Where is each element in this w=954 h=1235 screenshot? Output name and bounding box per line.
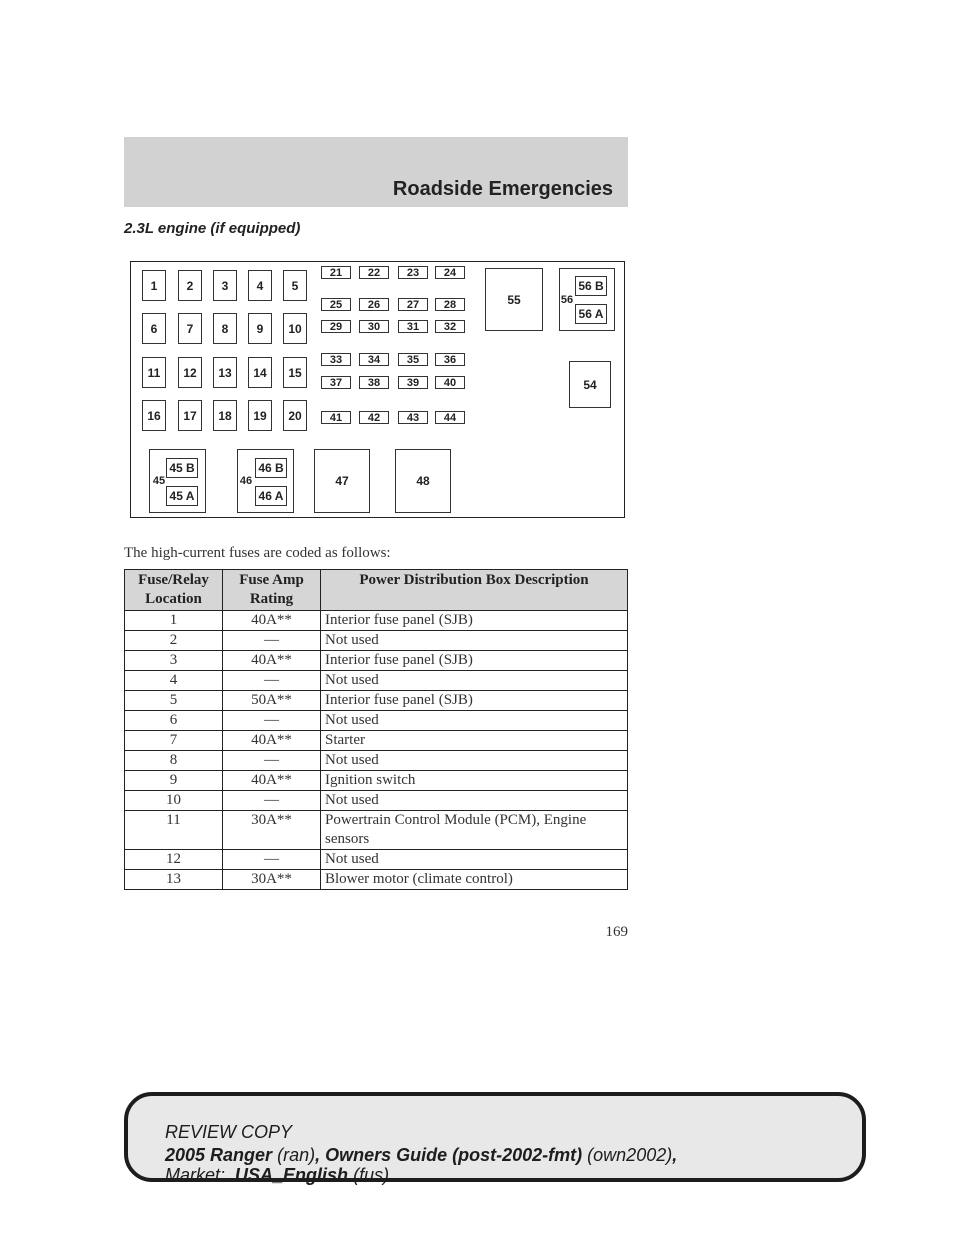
cell-amp-rating: — bbox=[223, 631, 321, 651]
fuse-7: 7 bbox=[178, 313, 202, 344]
fuse-1: 1 bbox=[142, 270, 166, 301]
fuse-27: 27 bbox=[398, 298, 428, 311]
col-location-header-line1: Fuse/Relay bbox=[138, 572, 209, 588]
relay-55: 55 bbox=[485, 268, 543, 331]
relay-45a: 45 A bbox=[166, 486, 198, 506]
fuse-2: 2 bbox=[178, 270, 202, 301]
fuse-31: 31 bbox=[398, 320, 428, 333]
fuse-42: 42 bbox=[359, 411, 389, 424]
cell-location: 10 bbox=[125, 791, 223, 811]
relay-45b: 45 B bbox=[166, 458, 198, 478]
cell-amp-rating: — bbox=[223, 671, 321, 691]
col-amp-header bbox=[223, 570, 321, 611]
cell-amp-rating: — bbox=[223, 751, 321, 771]
footer-guide: Owners Guide (post-2002-fmt) bbox=[325, 1145, 583, 1165]
cell-location: 1 bbox=[125, 611, 223, 631]
fuse-15: 15 bbox=[283, 357, 307, 388]
col-amp-header-line1: Fuse Amp bbox=[239, 572, 304, 588]
fuse-14: 14 bbox=[248, 357, 272, 388]
col-location-header-line2: Location bbox=[145, 591, 202, 607]
cell-description: Not used bbox=[321, 671, 628, 691]
fuse-26: 26 bbox=[359, 298, 389, 311]
cell-location: 3 bbox=[125, 651, 223, 671]
fuse-box-diagram bbox=[130, 261, 625, 518]
fuse-44: 44 bbox=[435, 411, 465, 424]
cell-description: Ignition switch bbox=[321, 771, 628, 791]
relay-45-label: 45 bbox=[152, 474, 166, 487]
cell-description: Powertrain Control Module (PCM), Engine sensors bbox=[321, 811, 628, 850]
table-header-row bbox=[125, 570, 628, 611]
fuse-41: 41 bbox=[321, 411, 351, 424]
cell-description: Not used bbox=[321, 631, 628, 651]
fuse-21: 21 bbox=[321, 266, 351, 279]
fuse-39: 39 bbox=[398, 376, 428, 389]
fuse-4: 4 bbox=[248, 270, 272, 301]
footer-market-label: Market: bbox=[165, 1165, 226, 1185]
cell-description: Interior fuse panel (SJB) bbox=[321, 651, 628, 671]
footer-market-line bbox=[165, 1164, 389, 1186]
relay-47: 47 bbox=[314, 449, 370, 513]
cell-amp-rating: — bbox=[223, 850, 321, 870]
relay-46-label: 46 bbox=[239, 474, 253, 487]
fuse-37: 37 bbox=[321, 376, 351, 389]
fuse-20: 20 bbox=[283, 400, 307, 431]
fuse-35: 35 bbox=[398, 353, 428, 366]
fuse-23: 23 bbox=[398, 266, 428, 279]
fuse-19: 19 bbox=[248, 400, 272, 431]
fuse-11: 11 bbox=[142, 357, 166, 388]
cell-location: 6 bbox=[125, 711, 223, 731]
cell-location: 11 bbox=[125, 811, 223, 850]
cell-description: Interior fuse panel (SJB) bbox=[321, 611, 628, 631]
table-row bbox=[125, 631, 628, 651]
footer-market: USA_English bbox=[235, 1165, 349, 1185]
table-row bbox=[125, 751, 628, 771]
fuse-43: 43 bbox=[398, 411, 428, 424]
cell-description: Not used bbox=[321, 751, 628, 771]
footer-sep2: , bbox=[672, 1145, 678, 1165]
cell-location: 4 bbox=[125, 671, 223, 691]
footer-review-line: REVIEW COPY bbox=[165, 1122, 293, 1142]
fuse-9: 9 bbox=[248, 313, 272, 344]
fuse-32: 32 bbox=[435, 320, 465, 333]
table-row bbox=[125, 691, 628, 711]
relay-56a: 56 A bbox=[575, 304, 607, 324]
section-title: Roadside Emergencies bbox=[392, 178, 613, 200]
relay-56b: 56 B bbox=[575, 276, 607, 296]
cell-location: 5 bbox=[125, 691, 223, 711]
cell-amp-rating: 40A** bbox=[223, 651, 321, 671]
fuse-table bbox=[124, 569, 628, 890]
table-row bbox=[125, 731, 628, 751]
cell-location: 2 bbox=[125, 631, 223, 651]
fuse-22: 22 bbox=[359, 266, 389, 279]
table-row bbox=[125, 671, 628, 691]
footer-model: 2005 Ranger bbox=[165, 1145, 273, 1165]
fuse-12: 12 bbox=[178, 357, 202, 388]
table-row bbox=[125, 811, 628, 850]
fuse-29: 29 bbox=[321, 320, 351, 333]
fuse-40: 40 bbox=[435, 376, 465, 389]
footer-market-code: (fus) bbox=[353, 1165, 390, 1185]
relay-46b: 46 B bbox=[255, 458, 287, 478]
table-row bbox=[125, 870, 628, 890]
table-row bbox=[125, 771, 628, 791]
cell-description: Not used bbox=[321, 791, 628, 811]
table-intro: The high-current fuses are coded as follows: bbox=[124, 545, 391, 561]
fuse-5: 5 bbox=[283, 270, 307, 301]
table-row bbox=[125, 791, 628, 811]
cell-amp-rating: 40A** bbox=[223, 731, 321, 751]
cell-description: Blower motor (climate control) bbox=[321, 870, 628, 890]
relay-56-label: 56 bbox=[560, 293, 574, 306]
fuse-36: 36 bbox=[435, 353, 465, 366]
relay-48: 48 bbox=[395, 449, 451, 513]
cell-location: 13 bbox=[125, 870, 223, 890]
footer-sep1: , bbox=[315, 1145, 326, 1165]
cell-location: 7 bbox=[125, 731, 223, 751]
table-row bbox=[125, 850, 628, 870]
fuse-3: 3 bbox=[213, 270, 237, 301]
table-row bbox=[125, 611, 628, 631]
footer-guide-code: (own2002) bbox=[587, 1145, 673, 1165]
fuse-17: 17 bbox=[178, 400, 202, 431]
footer-model-code: (ran) bbox=[277, 1145, 316, 1165]
cell-amp-rating: 50A** bbox=[223, 691, 321, 711]
footer-model-line bbox=[165, 1144, 677, 1166]
engine-subheading: 2.3L engine (if equipped) bbox=[124, 220, 301, 237]
table-row bbox=[125, 651, 628, 671]
section-header-band bbox=[124, 137, 628, 207]
fuse-16: 16 bbox=[142, 400, 166, 431]
fuse-24: 24 bbox=[435, 266, 465, 279]
col-location-header bbox=[125, 570, 223, 611]
cell-amp-rating: 30A** bbox=[223, 811, 321, 850]
page-number: 169 bbox=[605, 924, 628, 940]
cell-amp-rating: 40A** bbox=[223, 611, 321, 631]
cell-location: 8 bbox=[125, 751, 223, 771]
fuse-33: 33 bbox=[321, 353, 351, 366]
fuse-18: 18 bbox=[213, 400, 237, 431]
fuse-25: 25 bbox=[321, 298, 351, 311]
cell-description: Not used bbox=[321, 850, 628, 870]
cell-amp-rating: — bbox=[223, 791, 321, 811]
review-copy-footer bbox=[124, 1092, 866, 1185]
fuse-13: 13 bbox=[213, 357, 237, 388]
cell-location: 12 bbox=[125, 850, 223, 870]
fuse-30: 30 bbox=[359, 320, 389, 333]
fuse-34: 34 bbox=[359, 353, 389, 366]
relay-46a: 46 A bbox=[255, 486, 287, 506]
cell-description: Interior fuse panel (SJB) bbox=[321, 691, 628, 711]
col-amp-header-line2: Rating bbox=[249, 591, 294, 607]
cell-description: Not used bbox=[321, 711, 628, 731]
table-row bbox=[125, 711, 628, 731]
cell-amp-rating: 30A** bbox=[223, 870, 321, 890]
cell-location: 9 bbox=[125, 771, 223, 791]
fuse-10: 10 bbox=[283, 313, 307, 344]
relay-54: 54 bbox=[569, 361, 611, 408]
col-description-header: Power Distribution Box Description bbox=[321, 570, 628, 611]
cell-description: Starter bbox=[321, 731, 628, 751]
cell-amp-rating: — bbox=[223, 711, 321, 731]
cell-amp-rating: 40A** bbox=[223, 771, 321, 791]
fuse-6: 6 bbox=[142, 313, 166, 344]
fuse-38: 38 bbox=[359, 376, 389, 389]
fuse-28: 28 bbox=[435, 298, 465, 311]
fuse-8: 8 bbox=[213, 313, 237, 344]
